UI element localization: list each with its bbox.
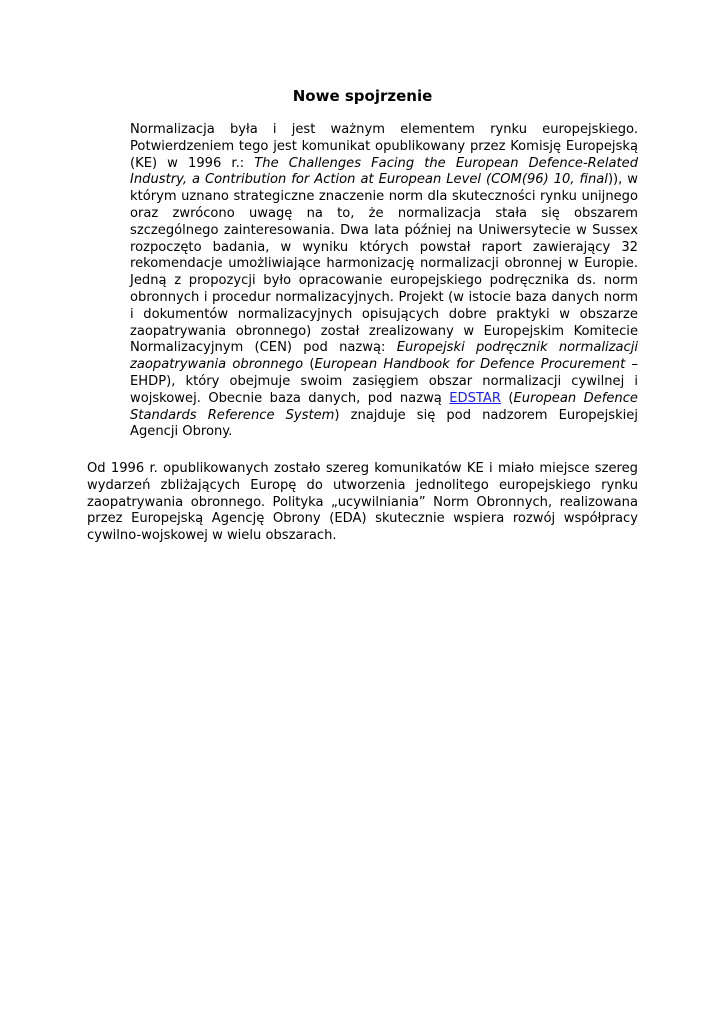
paragraph-1-text-1: Normalizacja była i jest ważnym elementem rynku europejskiego. Potwierdzeniem tego jest komunikat opublikowany przez Komisję Europejską (KE) w 1996 r.:: [130, 122, 638, 171]
paragraph-1-text-2: )), w którym uznano strategiczne znaczenie norm dla skuteczności rynku unijnego oraz zwrócono uwagę na to, że normalizacja stała się obszarem szczególnego zainteresowania. Dwa lata później na Uniwersytecie w Sussex rozpoczęto badania, w wyniku których powstał raport zawierający 32 rekomendacje umożliwiające harmonizację normalizacji obronnej w Europie. Jedną z propozycji było opracowanie europejskiego podręcznika ds. norm obronnych i procedur normalizacyjnych. Projekt (w istocie baza danych norm i dokumentów normalizacyjnych opisujących dobre praktyki w obszarze zaopatrywania obronnego) został zrealizowany w Europejskim Komitecie Normalizacyjnym (CEN) pod nazwą:: [130, 172, 639, 356]
paragraph-1-text-3: (: [303, 357, 315, 373]
paragraph-2: Od 1996 r. opublikowanych zostało szereg komunikatów KE i miało miejsce szereg wydarzeń zbliżających Europę do utworzenia jednolitego europejskiego rynku zaopatrywania obronnego. Polityka „ucywilniania” Norm Obronnych, realizowana przez Europejską Agencję Obrony (EDA) skutecznie wspiera rozwój współpracy cywilno-wojskowej w wielu obszarach.: [87, 461, 638, 544]
paragraph-1-italic-4: European Defence Standards Reference System: [130, 390, 638, 423]
paragraph-1-italic-1: The Challenges Facing the European Defence-Related Industry, a Contribution for Action at European Level (COM(96) 10, final: [130, 155, 639, 188]
paragraph-1: [130, 122, 638, 441]
paragraph-1-text-4: EHDP), który obejmuje swoim zasięgiem obszar normalizacji cywilnej i wojskowej. Obecnie baza danych, pod nazwą: [130, 373, 638, 406]
edstar-link[interactable]: EDSTAR: [449, 390, 501, 406]
paragraph-1-text-6: ) znajduje się pod nadzorem Europejskiej Agencji Obrony.: [130, 407, 638, 440]
paragraph-1-italic-2: Europejski podręcznik normalizacji zaopatrywania obronnego: [130, 340, 638, 373]
page-title: Nowe spojrzenie: [292, 87, 433, 105]
paragraph-1-text-5: (: [500, 390, 514, 406]
paragraph-1-italic-3: European Handbook for Defence Procurement –: [314, 357, 638, 373]
